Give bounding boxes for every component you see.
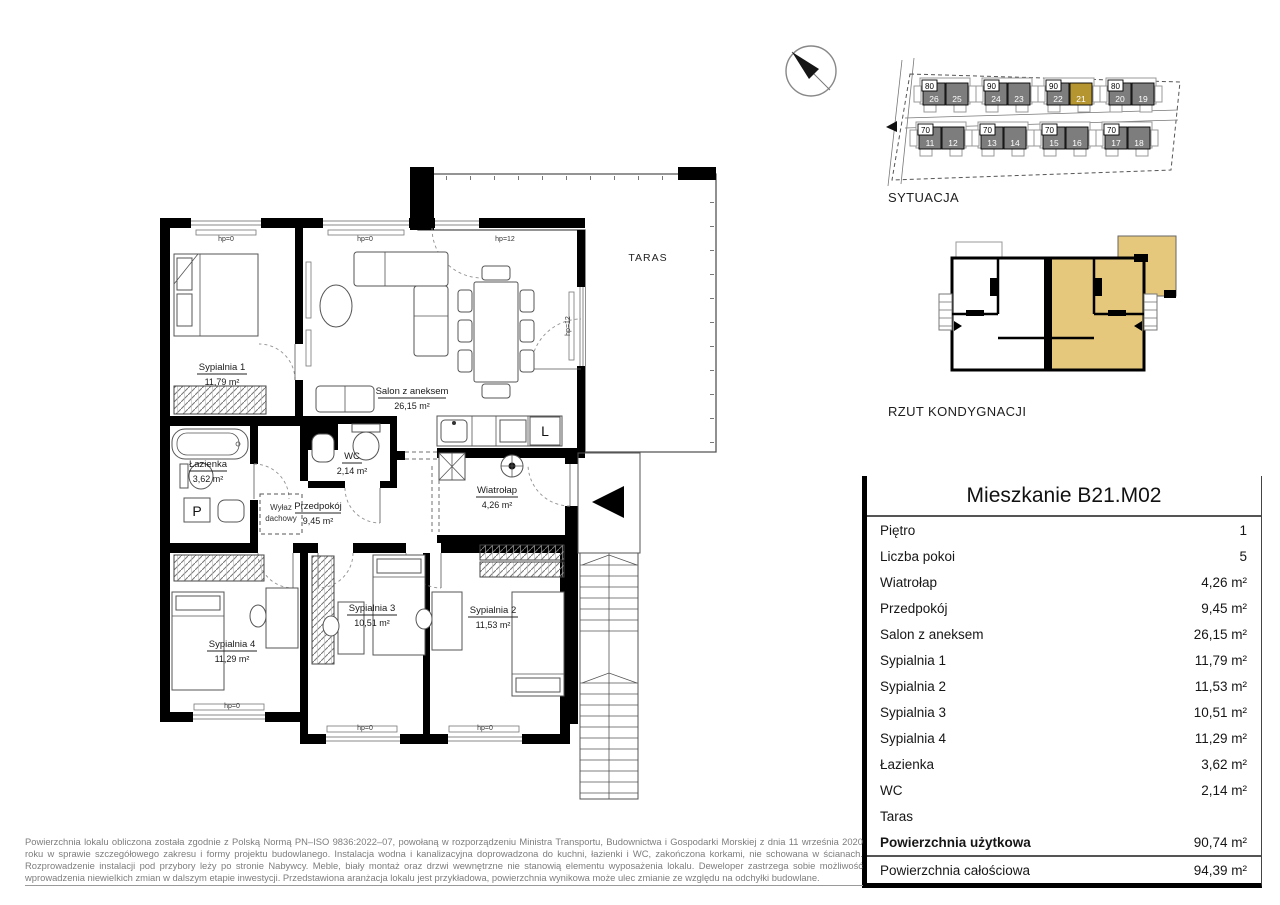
site-lot-number: 70 [921,126,930,135]
site-building [1100,78,1162,112]
window [320,218,412,228]
roof-hatch-label-2: dachowy [265,514,297,523]
row-label: Sypialnia 4 [880,730,947,746]
site-building [910,122,972,156]
row-label: Sypialnia 1 [880,652,947,668]
room-area: 2,14 m² [336,466,368,476]
chair [416,609,432,629]
table-row [867,517,1261,543]
terrace [410,167,716,452]
wardrobe [174,555,264,581]
room-name: Wiatrołap [476,485,518,496]
room-name: Salon z aneksem [375,386,449,397]
stove [500,420,526,442]
row-label: Sypialnia 2 [880,678,947,694]
room-name: WC [344,451,360,462]
site-plan-label: SYTUACJA [888,190,960,205]
window-door [432,218,482,228]
floor-overview-drawing [938,230,1188,398]
row-label: Łazienka [880,756,935,772]
site-unit-number: 20 [1115,94,1125,104]
row-value: 11,29 m² [1194,730,1247,746]
overview-stairs-left [939,294,952,330]
roof-hatch [260,494,302,534]
entrance-arrow-icon [592,486,624,518]
site-lot-number: 90 [987,82,996,91]
site-unit-number: 24 [991,94,1001,104]
site-unit-number: 21 [1076,94,1086,104]
site-unit-number: 15 [1049,138,1059,148]
site-unit-number: 11 [925,138,935,148]
row-value: 4,26 m² [1201,574,1247,590]
site-unit-number: 23 [1014,94,1024,104]
row-value: 26,15 m² [1193,626,1247,642]
dining-table [474,282,518,382]
site-lot-number: 90 [1049,82,1058,91]
site-unit-number: 22 [1053,94,1063,104]
washer-label: P [192,503,202,519]
site-lot-number: 70 [1045,126,1054,135]
row-value: 94,39 m² [1193,862,1247,878]
site-building [1034,122,1096,156]
site-lot-number: 70 [1107,126,1116,135]
floor-overview [938,230,1188,398]
room-area: 26,15 m² [394,401,430,411]
overview-party-wall [1044,258,1052,370]
row-value: 11,53 m² [1194,678,1247,694]
hp-label: hp=12 [565,316,572,336]
table-row [867,699,1261,725]
hp-label: hp=0 [218,236,234,243]
hp-label: hp=0 [357,725,373,732]
apartment-plan-drawing [160,164,735,828]
hp-label: hp=0 [224,703,240,710]
window [445,734,525,744]
site-unit-number: 14 [1010,138,1020,148]
row-value: 11,79 m² [1194,652,1247,668]
wardrobe [480,562,564,577]
table-row [867,777,1261,803]
row-label: Salon z aneksem [880,626,984,642]
row-value: 90,74 m² [1193,834,1247,850]
row-value: 5 [1239,548,1247,564]
site-unit-number: 19 [1138,94,1148,104]
row-label: Powierzchnia użytkowa [880,834,1031,850]
table-row [867,725,1261,751]
room-name: Sypialnia 2 [469,605,517,616]
apartment-info-rows [867,517,1261,883]
legal-disclaimer: Powierzchnia lokalu obliczona została zgodnie z Polską Normą PN–ISO 9836:2022–07, powołaną w rozporządzeniu Ministra Transportu, Budownictwa i Gospodarki Morskiej z dnia 11 września 2020 roku w sprawie szczegółowego zakresu i formy projektu budowlanego. Instalacja wodna i kanalizacyjna doprowadzona do kuchni, łazienki i WC, zakończona korkami, nie schowana w ścianach. Rozprowadzenie instalacji pod przybory leży po stronie Nabywcy. Meble, biały montaż oraz drzwi wewnętrzne nie stanowią elementu wyposażenia lokalu. Deweloper zastrzega sobie możliwość wprowadzenia niewielkich zmian w dalszym etapie inwestycji. Przedstawiona aranżacja lokalu jest przykładowa, powierzchnia wynikowa może ulec zmianie ze względu na odchyłki budowlane. [25,836,863,886]
hp-label: hp=0 [477,725,493,732]
site-plan-drawing [880,36,1192,188]
row-label: Wiatrołap [880,574,938,590]
apartment-title: Mieszkanie B21.M02 [867,476,1261,517]
row-value: 2,14 m² [1201,782,1247,798]
site-plan [880,36,1192,188]
room-name: Łazienka [188,459,228,470]
room-name: Sypialnia 3 [348,603,396,614]
site-unit-number: 17 [1111,138,1121,148]
chair [250,605,266,627]
window [190,712,268,722]
road-arrow-icon [886,121,897,132]
room-name: Sypialnia 1 [198,362,246,373]
table-row [867,595,1261,621]
room-name: Przedpokój [294,501,342,512]
site-building [972,122,1034,156]
site-building [914,78,976,112]
floor-overview-label: RZUT KONDYGNACJI [888,404,1027,419]
table-row [867,855,1261,883]
roof-hatch-label-1: Wyłaz [270,503,292,512]
row-label: Piętro [880,522,916,538]
wardrobe [312,556,334,664]
site-unit-number: 18 [1134,138,1144,148]
room-area: 11,29 m² [214,654,250,664]
desk [266,588,298,648]
row-label: WC [880,782,903,798]
row-value: 1 [1239,522,1247,538]
site-building [1038,78,1100,112]
site-unit-number: 26 [929,94,939,104]
row-value: 10,51 m² [1193,704,1247,720]
site-building [1096,122,1158,156]
wardrobe [480,545,564,560]
room-area: 11,53 m² [475,620,511,630]
window-door [577,284,585,369]
chair [323,616,339,636]
window [323,734,403,744]
site-unit-number: 13 [987,138,997,148]
table-row [867,751,1261,777]
bedroom1-furniture [174,254,311,366]
site-lot-number: 80 [1111,82,1120,91]
table-row [867,569,1261,595]
site-building [976,78,1038,112]
fridge-label: L [541,423,549,439]
window [188,218,264,228]
table-row [867,803,1261,829]
row-label: Przedpokój [880,600,948,616]
site-unit-number: 16 [1072,138,1082,148]
table-row [867,673,1261,699]
site-lot-number: 80 [925,82,934,91]
table-row [867,621,1261,647]
apartment-plan [160,164,735,828]
room-area: 11,79 m² [204,377,240,387]
room-area: 10,51 m² [354,618,390,628]
compass [778,38,844,104]
row-value: 3,62 m² [1201,756,1247,772]
row-value: 9,45 m² [1201,600,1247,616]
row-label: Taras [880,808,914,824]
north-arrow-icon [778,38,844,104]
entrance-and-stairs [578,453,640,799]
site-unit-number: 12 [948,138,958,148]
room-area: 3,62 m² [192,474,224,484]
wc-sink [312,434,334,462]
apartment-info-table [862,476,1262,888]
road-edge [901,58,914,184]
bathroom-sink [218,500,244,522]
site-lot-number: 70 [983,126,992,135]
room-area: 9,45 m² [302,516,334,526]
terrace-label: TARAS [628,252,668,264]
table-row [867,829,1261,855]
table-row [867,543,1261,569]
row-label: Sypialnia 3 [880,704,947,720]
road-edge [905,110,1178,118]
row-label: Powierzchnia całościowa [880,862,1031,878]
armchair [320,285,352,327]
hp-label: hp=0 [357,236,373,243]
table-row [867,647,1261,673]
row-label: Liczba pokoi [880,548,956,564]
room-area: 4,26 m² [481,500,513,510]
desk [432,592,462,650]
site-unit-number: 25 [952,94,962,104]
overview-stairs-right [1144,294,1157,330]
room-name: Sypialnia 4 [208,639,256,650]
hp-label: hp=12 [495,236,515,243]
wardrobe [174,386,266,414]
